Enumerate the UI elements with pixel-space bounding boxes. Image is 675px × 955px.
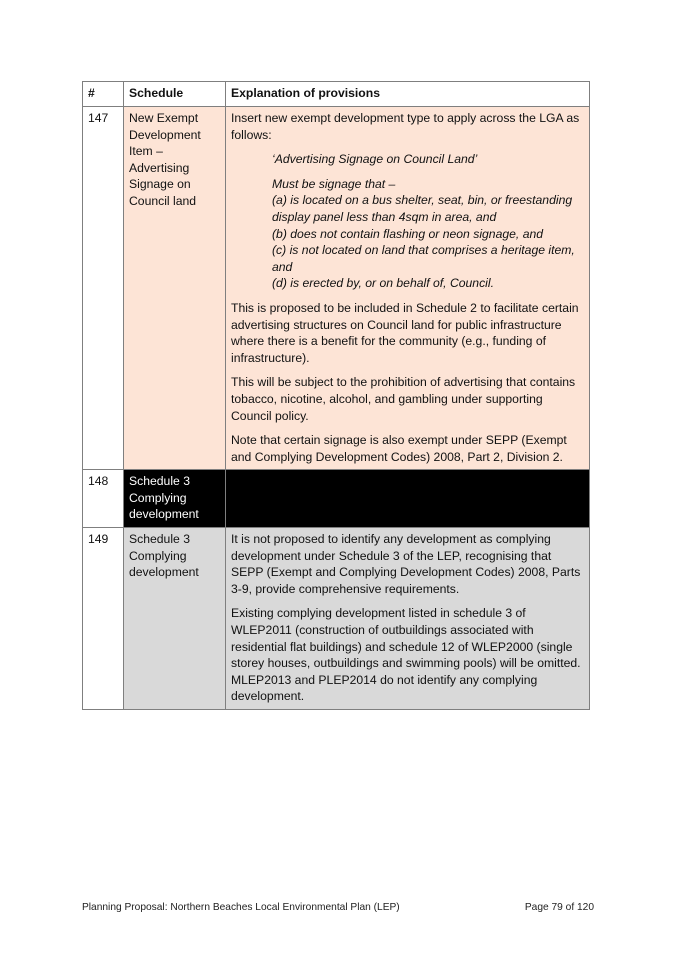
row-schedule [124,528,226,710]
condition-item: (b) does not contain flashing or neon signage, and [272,226,544,241]
schedule-line: Signage on [129,177,191,192]
explanation-paragraph: Existing complying development listed in schedule 3 of WLEP2011 (construction of outbuildings associated with residential flat buildings) and schedule 12 of WLEP2000 (single storey houses, outbuildings and swimming pools) will be omitted. MLEP2013 and PLEP2014 do not identify any complying development. [231,606,581,704]
schedule-line: Development [129,127,201,142]
explanation-paragraph: This is proposed to be included in Schedule 2 to facilitate certain advertising structures on Council land for public infrastructure where there is a benefit for the community (e.g., funding of infrastructure). [231,300,579,365]
row-explanation-redacted [226,470,590,528]
schedule-line: Complying [129,490,187,505]
row-schedule [124,470,226,528]
row-explanation [226,528,590,710]
intro-paragraph: Insert new exempt development type to apply across the LGA as follows: [231,111,580,142]
provisions-table [82,81,590,710]
schedule-line: development [129,565,199,580]
schedule-line: Complying [129,548,187,563]
header-schedule: Schedule [124,82,226,107]
condition-item: (d) is erected by, or on behalf of, Council. [272,276,494,291]
schedule-line: Schedule 3 [129,474,190,489]
schedule-line: development [129,507,199,522]
schedule-line: Advertising [129,160,190,175]
condition-item: (a) is located on a bus shelter, seat, bin, or freestanding display panel less than 4sqm in area, and [272,193,573,224]
explanation-paragraph: Note that certain signage is also exempt under SEPP (Exempt and Complying Development Codes) 2008, Part 2, Division 2. [231,433,567,464]
quote-title: ‘Advertising Signage on Council Land’ [272,152,478,167]
schedule-line: New Exempt [129,111,199,125]
table-row-149 [83,528,590,710]
row-number: 149 [83,528,124,710]
header-explanation: Explanation of provisions [226,82,590,107]
schedule-line: Council land [129,193,197,208]
table-header-row [83,82,590,107]
schedule-line: Item – [129,144,163,159]
row-number: 148 [83,470,124,528]
header-number: # [83,82,124,107]
schedule-line: Schedule 3 [129,532,190,547]
table-row-148 [83,470,590,528]
condition-item: (c) is not located on land that comprises a heritage item, and [272,243,575,274]
explanation-paragraph: This will be subject to the prohibition of advertising that contains tobacco, nicotine, alcohol, and gambling under supporting Council policy. [231,375,576,423]
row-number: 147 [83,107,124,470]
table-row-147 [83,107,590,470]
footer-page-number: Page 79 of 120 [524,902,594,913]
conditions-block [231,176,584,292]
explanation-paragraph: It is not proposed to identify any development as complying development under Schedule 3 of the LEP, recognising that SEPP (Exempt and Complying Development Codes) 2008, Parts 3-9, provide comprehensive requirements. [231,532,581,596]
conditions-lead: Must be signage that – [272,176,396,191]
row-schedule [124,107,226,470]
page-footer [82,902,594,913]
row-explanation [226,107,590,470]
footer-document-title: Planning Proposal: Northern Beaches Local Environmental Plan (LEP) [82,902,400,913]
